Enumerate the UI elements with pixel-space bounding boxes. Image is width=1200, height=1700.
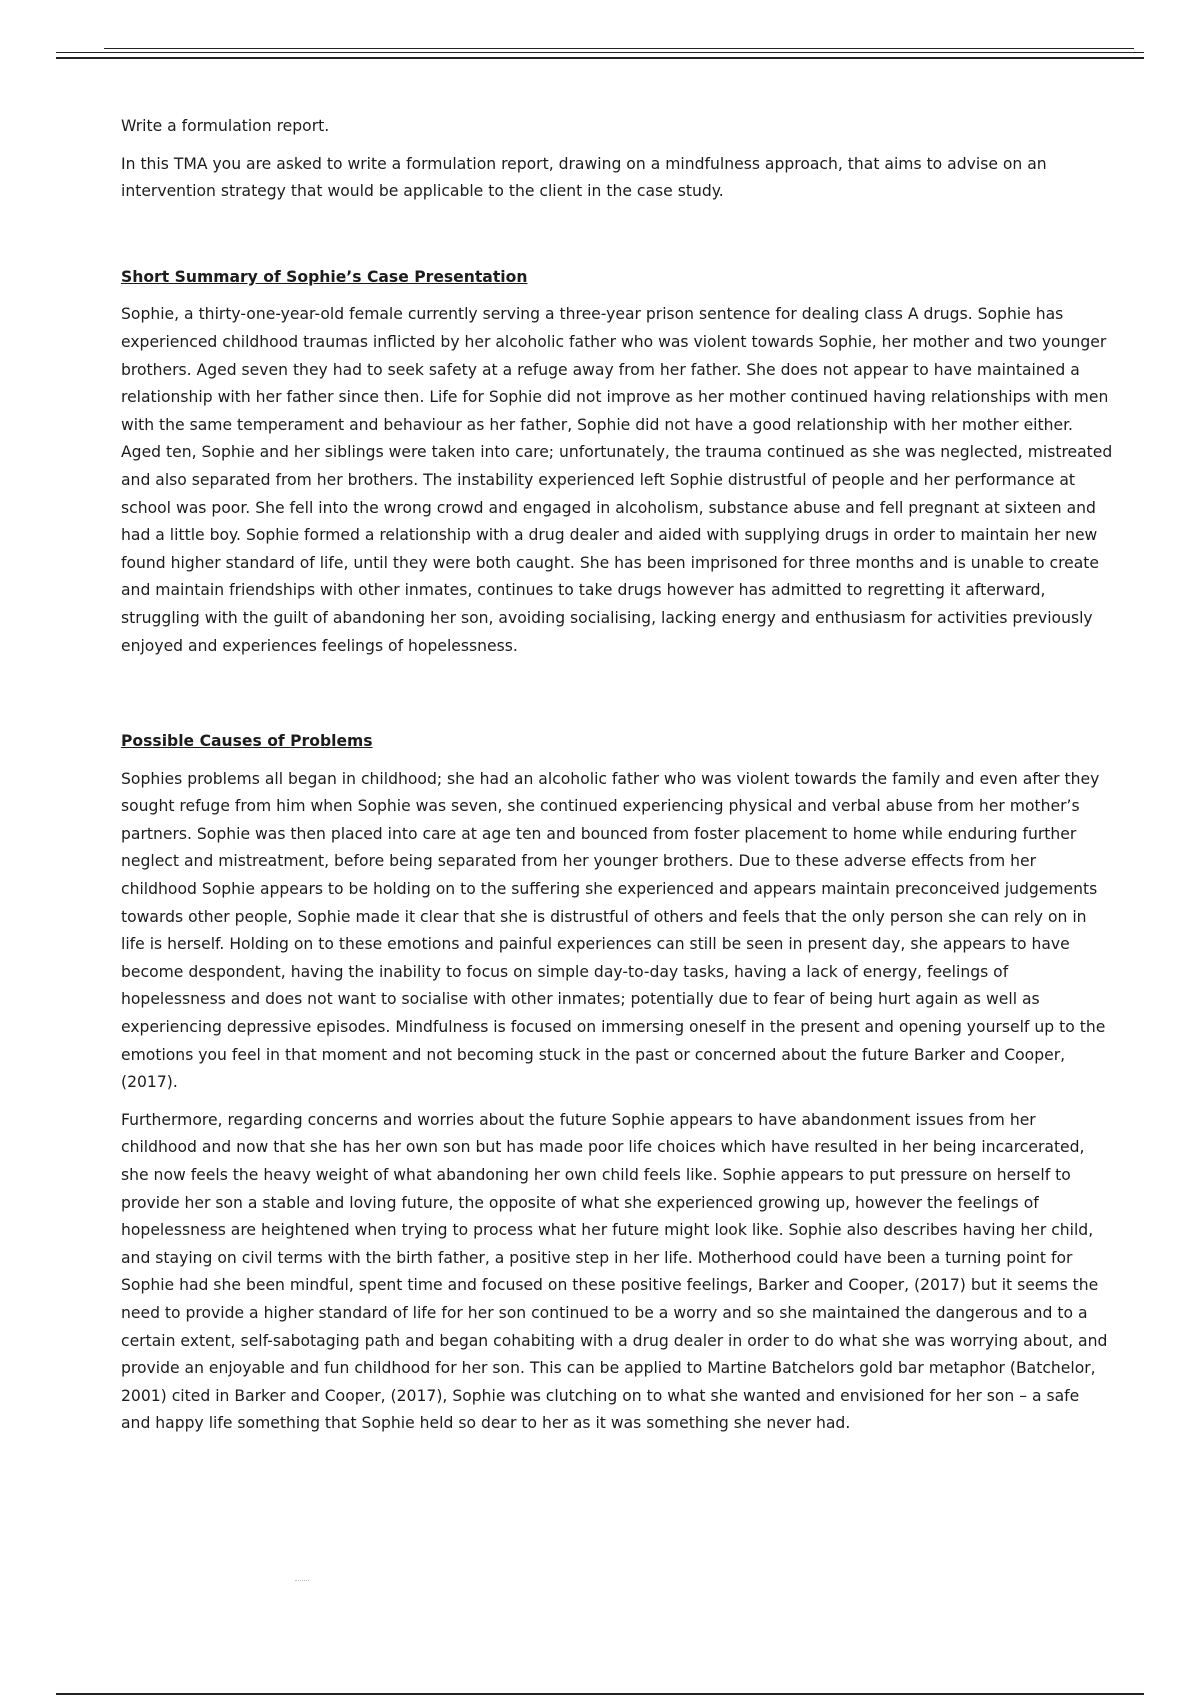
causes-paragraph-2: Furthermore, regarding concerns and worries about the future Sophie appears to have abandonment issues from her childhood and now that she has her own son but has made poor life choices which have resulted in her being incarcerated, she now feels the heavy weight of what abandoning her own child feels like. Sophie appears to put pressure on herself to provide her son a stable and loving future, the opposite of what she experienced growing up, however the feelings of hopelessness are heightened when trying to process what her future might look like. Sophie also describes having her child, and staying on civil terms with the birth father, a positive step in her life. Motherhood could have been a turning point for Sophie had she been mindful, spent time and focused on these positive feelings, Barker and Cooper, (2017) but it seems the need to provide a higher standard of life for her son continued to be a worry and so she maintained the dangerous and to a certain extent, self-sabotaging path and began cohabiting with a drug dealer in order to do what she was worrying about, and provide an enjoyable and fun childhood for her son. This can be applied to Martine Batchelors gold bar metaphor (Batchelor, 2001) cited in Barker and Cooper, (2017), Sophie was clutching on to what she wanted and envisioned for her son – a safe and happy life something that Sophie held so dear to her as it was something she never had. — [121, 1110, 1108, 1433]
header-rule — [56, 52, 1144, 59]
header-rule-upper — [104, 48, 1134, 49]
section-heading-summary: Short Summary of Sophie’s Case Presentation — [121, 267, 528, 286]
summary-paragraph: Sophie, a thirty-one-year-old female currently serving a three-year prison sentence for dealing class A drugs. Sophie has experienced childhood traumas inflicted by her alcoholic father who was violent towards Sophie, her mother and two younger brothers. Aged seven they had to seek safety at a refuge away from her father. She does not appear to have maintained a relationship with her father since then. Life for Sophie did not improve as her mother continued having relationships with men with the same temperament and behaviour as her father, Sophie did not have a good relationship with her mother either. Aged ten, Sophie and her siblings were taken into care; unfortunately, the trauma continued as she was neglected, mistreated and also separated from her brothers. The instability experienced left Sophie distrustful of people and her performance at school was poor. She fell into the wrong crowd and engaged in alcoholism, substance abuse and fell pregnant at sixteen and had a little boy. Sophie formed a relationship with a drug dealer and aided with supplying drugs in order to maintain her new found higher standard of life, until they were both caught. She has been imprisoned for three months and is unable to create and maintain friendships with other inmates, continues to take drugs however has admitted to regretting it afterward, struggling with the guilt of abandoning her son, avoiding socialising, lacking energy and enthusiasm for activities previously enjoyed and experiences feelings of hopelessness. — [121, 305, 1113, 655]
spacer — [121, 670, 1113, 728]
spacer — [121, 216, 1113, 264]
scan-artifact — [295, 1580, 309, 1581]
footer-rule — [56, 1693, 1144, 1695]
document-body — [121, 113, 1113, 1448]
causes-paragraph-1: Sophies problems all began in childhood; she had an alcoholic father who was violent towards the family and even after they sought refuge from him when Sophie was seven, she continued experiencing physical and verbal abuse from her mother’s partners. Sophie was then placed into care at age ten and bounced from foster placement to home while enduring further neglect and mistreatment, before being separated from her younger brothers. Due to these adverse effects from her childhood Sophie appears to be holding on to the suffering she experienced and appears maintain preconceived judgements towards other people, Sophie made it clear that she is distrustful of others and feels that the only person she can rely on in life is herself. Holding on to these emotions and painful experiences can still be seen in present day, she appears to have become despondent, having the inability to focus on simple day-to-day tasks, having a lack of energy, feelings of hopelessness and does not want to socialise with other inmates; potentially due to fear of being hurt again as well as experiencing depressive episodes. Mindfulness is focused on immersing oneself in the present and opening yourself up to the emotions you feel in that moment and not becoming stuck in the past or concerned about the future Barker and Cooper, (2017). — [121, 769, 1106, 1092]
instruction-text: Write a formulation report. — [121, 117, 330, 135]
intro-text: In this TMA you are asked to write a formulation report, drawing on a mindfulness approach, that aims to advise on an intervention strategy that would be applicable to the client in the case study. — [121, 154, 1047, 201]
section-heading-causes: Possible Causes of Problems — [121, 732, 373, 751]
